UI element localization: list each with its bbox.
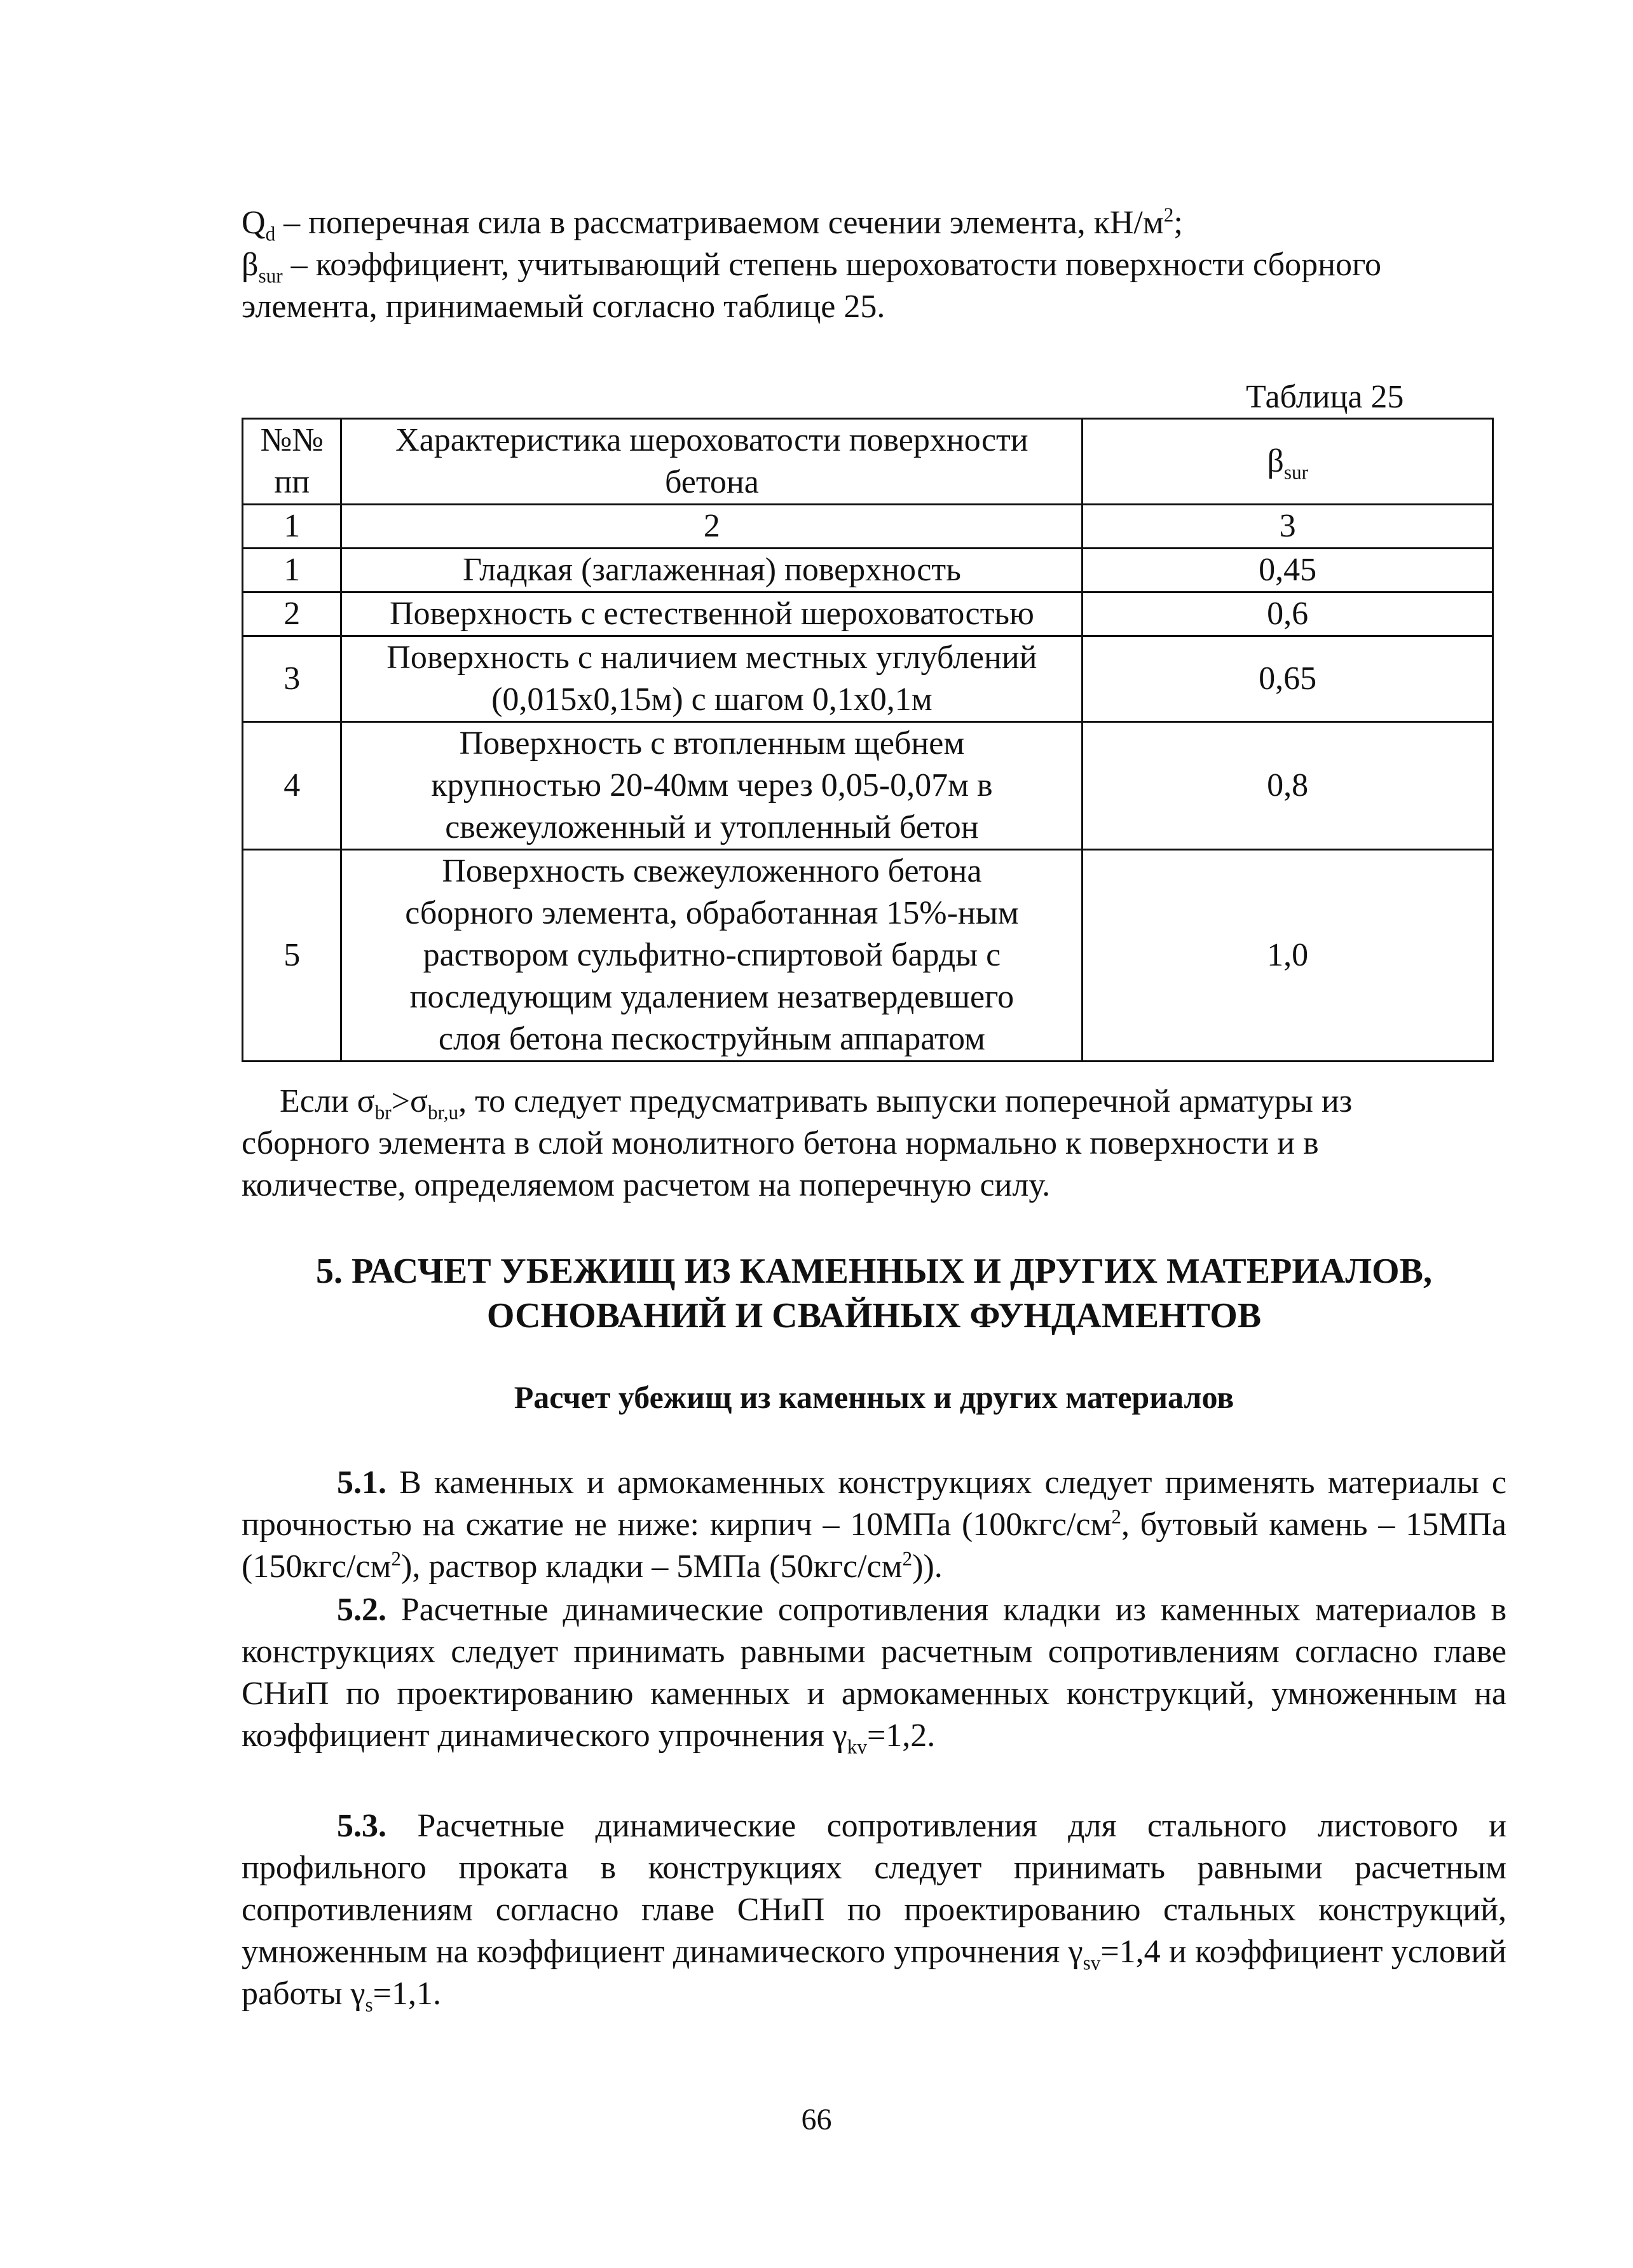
after-table-paragraph <box>242 1081 1507 1206</box>
section-subtitle: Расчет убежищ из каменных и других материалов <box>514 1379 1234 1415</box>
row-value: 0,65 <box>1083 636 1493 722</box>
row-characteristic: Поверхность свежеуложенного бетона сборного элемента, обработанная 15%-ным раствором сульфитно-спиртовой барды с последующим удалением незатвердевшего слоя бетона пескоструйным аппаратом <box>341 850 1083 1062</box>
beta-definition: $\beta_{sur}$ – коэффициент, учитывающий степень шероховатости поверхности сборного <box>242 247 1381 287</box>
clause-5-3: 5.3. Расчетные динамические сопротивления для стального листового и профильного проката в конструкциях следует принимать равными расчетным сопротивлениям согласно главе СНиП по проектированию стальных конструкций, умноженным на коэффициент динамического упрочнения $\gamma_{sv}=1,4$ и коэффициент условий работы $\gamma_s=1,1$. <box>242 1808 1507 2016</box>
row-value: 0,6 <box>1083 592 1493 636</box>
table-header-row <box>243 419 1493 505</box>
row-characteristic: Поверхность с втопленным щебнем крупностью 20-40мм через 0,05-0,07м в свежеуложенный и утопленный бетон <box>341 722 1083 850</box>
section-title <box>242 1249 1507 1338</box>
section-title-line-1: 5. РАСЧЕТ УБЕЖИЩ ИЗ КАМЕННЫХ И ДРУГИХ МАТЕРИАЛОВ, <box>316 1252 1432 1291</box>
qd-definition: $Q_d$ – поперечная сила в рассматриваемом сечении элемента, $кН/м^2$; <box>242 203 1183 245</box>
after-table-line-1: Если $\sigma_{br}>\sigma_{br,u}$, то следует предусматривать выпуски поперечной арматуры из <box>280 1083 1353 1124</box>
table-caption: Таблица 25 <box>1246 379 1404 415</box>
header-num: №№ пп <box>243 419 341 505</box>
header-beta: $\beta_{sur}$ <box>1083 419 1493 505</box>
table-row <box>243 722 1493 850</box>
row-characteristic: Гладкая (заглаженная) поверхность <box>341 549 1083 592</box>
column-number: 2 <box>341 505 1083 549</box>
table-column-number-row <box>243 505 1493 549</box>
table-row <box>243 549 1493 592</box>
row-value: 1,0 <box>1083 850 1493 1062</box>
definitions-paragraph <box>242 202 1507 328</box>
header-characteristic: Характеристика шероховатости поверхности бетона <box>341 419 1083 505</box>
beta-definition-cont: элемента, принимаемый согласно таблице 25. <box>242 289 885 325</box>
after-table-line-2: сборного элемента в слой монолитного бетона нормально к поверхности и в <box>242 1125 1319 1161</box>
row-characteristic: Поверхность с наличием местных углублений (0,015х0,15м) с шагом 0,1х0,1м <box>341 636 1083 722</box>
page-number: 66 <box>801 2103 832 2136</box>
section-title-line-2: ОСНОВАНИЙ И СВАЙНЫХ ФУНДАМЕНТОВ <box>486 1296 1262 1336</box>
table-row <box>243 592 1493 636</box>
table-row <box>243 636 1493 722</box>
row-num: 5 <box>243 850 341 1062</box>
clause-5-2: 5.2. Расчетные динамические сопротивления кладки из каменных материалов в конструкциях следует принимать равными расчетным сопротивлениям согласно главе СНиП по проектированию каменных и армокаменных конструкций, умноженным на коэффициент динамического упрочнения $\gamma_{kv}=1,2$. <box>242 1592 1507 1758</box>
clause-5-1: 5.1. В каменных и армокаменных конструкциях следует применять материалы с прочностью на сжатие не ниже: кирпич – 10МПа ($100кгс/см^2$, бутовый камень – 15МПа $(150кгс/см^2)$, раствор кладки – 5МПа $(50кгс/см^2)$). <box>242 1465 1507 1585</box>
column-number: 3 <box>1083 505 1493 549</box>
row-num: 2 <box>243 592 341 636</box>
column-number: 1 <box>243 505 341 549</box>
after-table-line-3: количестве, определяемом расчетом на поперечную силу. <box>242 1167 1051 1203</box>
table-25 <box>242 418 1494 1062</box>
row-num: 1 <box>243 549 341 592</box>
row-value: 0,45 <box>1083 549 1493 592</box>
row-num: 3 <box>243 636 341 722</box>
row-value: 0,8 <box>1083 722 1493 850</box>
row-characteristic: Поверхность с естественной шероховатостью <box>341 592 1083 636</box>
table-row <box>243 850 1493 1062</box>
row-num: 4 <box>243 722 341 850</box>
